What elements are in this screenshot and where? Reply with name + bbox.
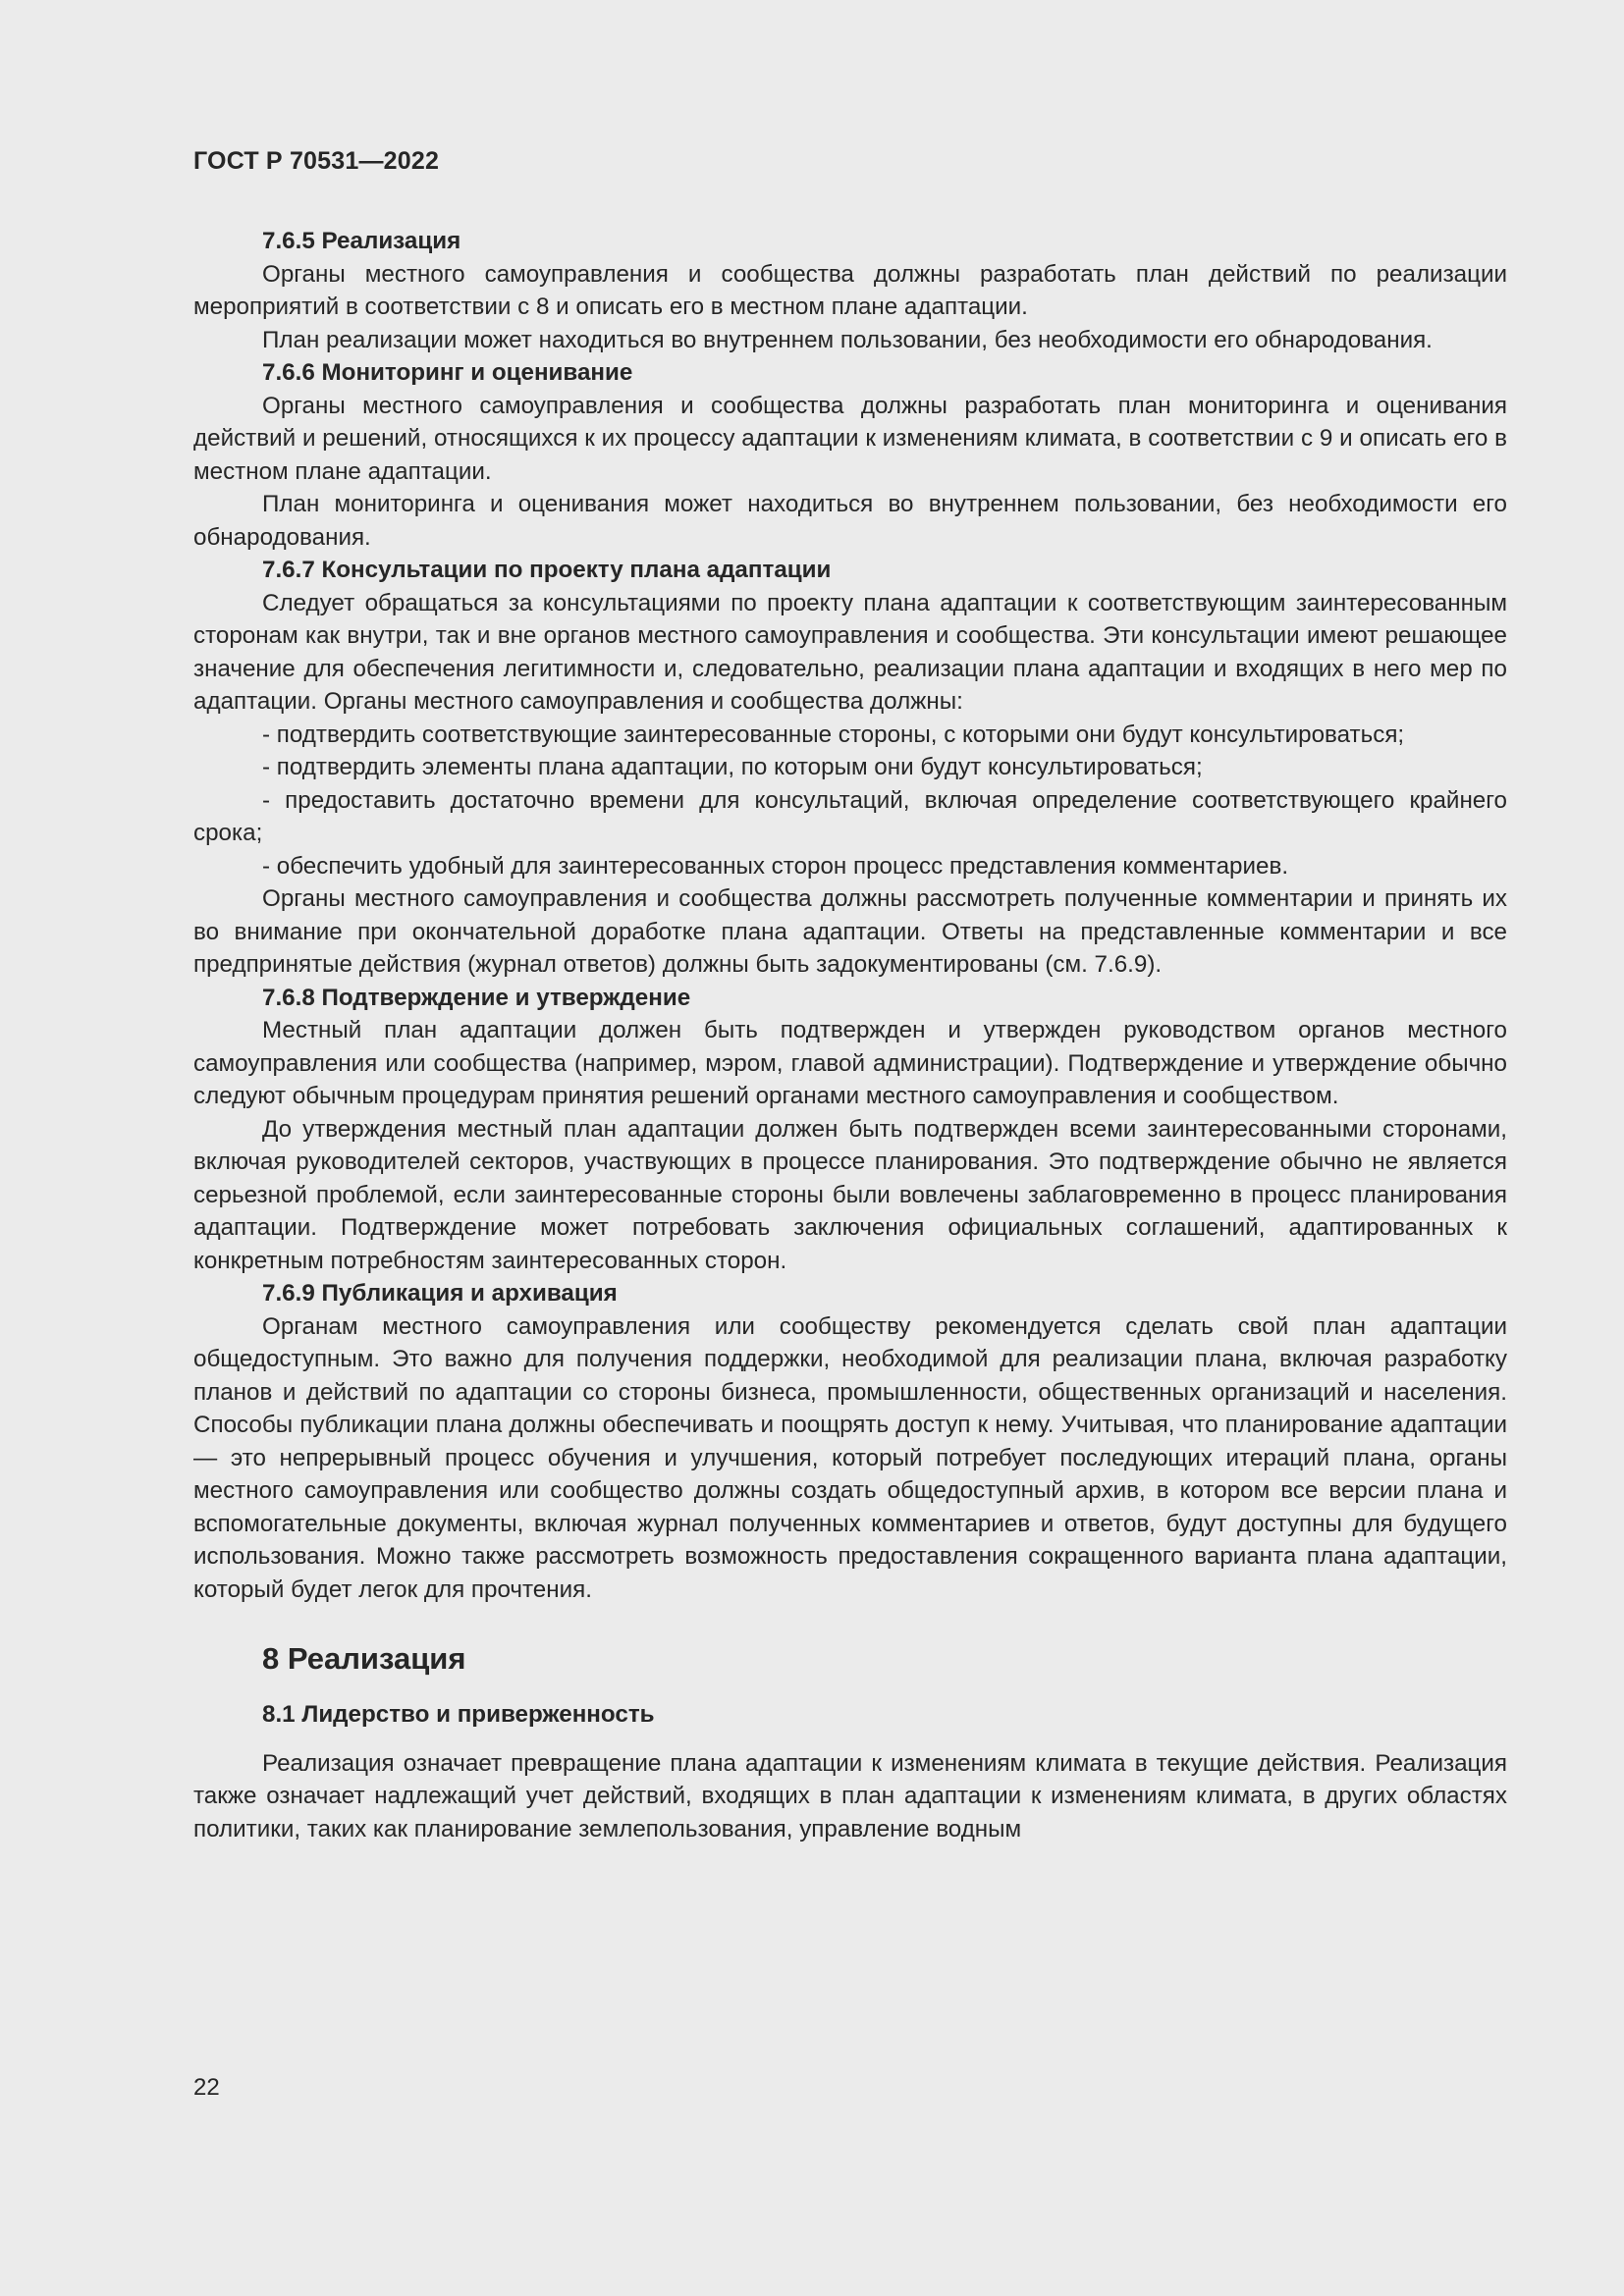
paragraph: План реализации может находиться во внутреннем пользовании, без необходимости его обнародования. xyxy=(262,326,1433,353)
standard-id-header: ГОСТ Р 70531—2022 xyxy=(193,147,440,175)
page-content xyxy=(193,225,1507,1845)
paragraph: Органы местного самоуправления и сообщества должны разработать план мониторинга и оценивания действий и решений, относящихся к их процессу адаптации к изменениям климата, в соответствии с 9 и описать его в местном плане адаптации. xyxy=(193,392,1507,485)
chapter-heading-8: 8 Реализация xyxy=(262,1641,466,1676)
list-item: - подтвердить элементы плана адаптации, по которым они будут консультироваться; xyxy=(262,754,1203,780)
section-heading-7-6-9: 7.6.9 Публикация и архивация xyxy=(262,1280,618,1307)
paragraph: Органам местного самоуправления или сообществу рекомендуется сделать свой план адаптации общедоступным. Это важно для получения поддержки, необходимой для реализации плана, включая разработку планов и действий по адаптации со стороны бизнеса, промышленности, общественных организаций и населения. Способы публикации плана должны обеспечивать и поощрять доступ к нему. Учитывая, что планирование адаптации — это непрерывный процесс обучения и улучшения, который потребует последующих итераций плана, органы местного самоуправления или сообщество должны создать общедоступный архив, в котором все версии плана и вспомогательные документы, включая журнал полученных комментариев и ответов, будут доступны для будущего использования. Можно также рассмотреть возможность предоставления сокращенного варианта плана адаптации, который будет легок для прочтения. xyxy=(193,1312,1507,1603)
section-heading-7-6-6: 7.6.6 Мониторинг и оценивание xyxy=(262,359,633,386)
paragraph: Органы местного самоуправления и сообщества должны разработать план действий по реализации мероприятий в соответствии с 8 и описать его в местном плане адаптации. xyxy=(193,260,1507,320)
paragraph: Местный план адаптации должен быть подтвержден и утвержден руководством органов местного самоуправления или сообщества (например, мэром, главой администрации). Подтверждение и утверждение обычно следуют обычным процедурам принятия решений органами местного самоуправления и сообществом. xyxy=(193,1017,1507,1109)
list-item: - обеспечить удобный для заинтересованных сторон процесс представления комментариев. xyxy=(262,852,1289,880)
requirements-list xyxy=(193,719,1507,883)
section-heading-8-1: 8.1 Лидерство и приверженность xyxy=(262,1701,655,1728)
paragraph: До утверждения местный план адаптации должен быть подтвержден всеми заинтересованными сторонами, включая руководителей секторов, участвующих в процессе планирования. Это подтверждение обычно не является серьезной проблемой, если заинтересованные стороны были вовлечены заблаговременно в процесс планирования адаптации. Подтверждение может потребовать заключения официальных соглашений, адаптированных к конкретным потребностям заинтересованных сторон. xyxy=(193,1115,1507,1274)
page-number: 22 xyxy=(193,2074,220,2101)
paragraph: Следует обращаться за консультациями по проекту плана адаптации к соответствующим заинтересованным сторонам как внутри, так и вне органов местного самоуправления и сообщества. Эти консультации имеют решающее значение для обеспечения легитимности и, следовательно, реализации плана адаптации и входящих в него мер по адаптации. Органы местного самоуправления и сообщества должны: xyxy=(193,589,1507,715)
paragraph: План мониторинга и оценивания может находиться во внутреннем пользовании, без необходимости его обнародования. xyxy=(193,491,1507,551)
list-item: - предоставить достаточно времени для консультаций, включая определение соответствующего крайнего срока; xyxy=(193,786,1507,846)
paragraph: Органы местного самоуправления и сообщества должны рассмотреть полученные комментарии и принять их во внимание при окончательной доработке плана адаптации. Ответы на представленные комментарии и все предпринятые действия (журнал ответов) должны быть задокументированы (см. 7.6.9). xyxy=(193,885,1507,978)
section-heading-7-6-5: 7.6.5 Реализация xyxy=(262,228,461,254)
list-item: - подтвердить соответствующие заинтересованные стороны, с которыми они будут консультироваться; xyxy=(262,721,1405,748)
section-heading-7-6-8: 7.6.8 Подтверждение и утверждение xyxy=(262,984,691,1011)
section-heading-7-6-7: 7.6.7 Консультации по проекту плана адаптации xyxy=(262,557,832,583)
paragraph: Реализация означает превращение плана адаптации к изменениям климата в текущие действия. Реализация также означает надлежащий учет действий, входящих в план адаптации к изменениям климата, в других областях политики, таких как планирование землепользования, управление водным xyxy=(193,1749,1507,1842)
